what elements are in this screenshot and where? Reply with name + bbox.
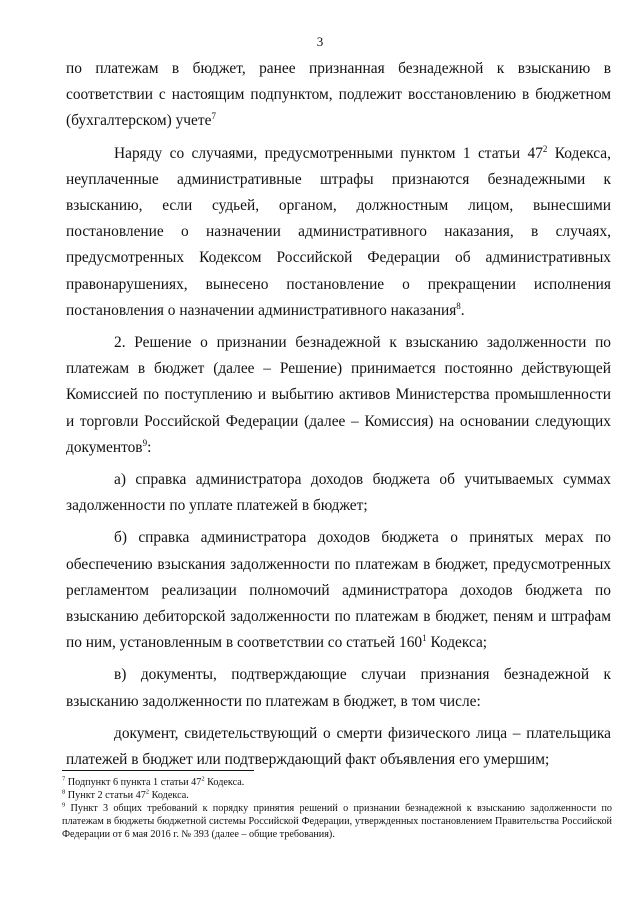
- footnote-7: [62, 776, 612, 789]
- footnote-ref-8: 8: [456, 300, 461, 311]
- footnote-ref-7: 7: [211, 111, 216, 122]
- footnote-text: Кодекса.: [149, 790, 189, 801]
- document-body: [66, 56, 611, 779]
- footnote-8: [62, 789, 612, 802]
- paragraph-text: по платежам в бюджет, ранее признанная безнадежной к взысканию в соответствии с настоящим подпунктом, подлежит восстановлению в бюджетном (бухгалтерском) учете: [66, 60, 611, 130]
- paragraph-text: 2. Решение о признании безнадежной к взысканию задолженности по платежам в бюджет (далее – Решение) принимается постоянно действующей Комиссией по поступлению и выбытию активов Министерства промышленности и торговли Российской Федерации (далее – Комиссия) на основании следующих документов: [66, 334, 611, 456]
- superscript-index: 2: [542, 143, 548, 154]
- paragraph-item-2: [66, 330, 611, 461]
- footnote-number: 8: [62, 788, 66, 796]
- paragraph-text: Наряду со случаями, предусмотренными пунктом 1 статьи 47: [114, 144, 543, 162]
- paragraph-death-document: [66, 721, 611, 773]
- footnote-9: [62, 802, 612, 841]
- paragraph-continuation: [66, 56, 611, 135]
- paragraph-administrative-fines: [66, 141, 611, 324]
- page-number: 3: [316, 34, 324, 49]
- superscript-index: 1: [422, 633, 427, 644]
- footnote-number: 9: [62, 801, 66, 809]
- paragraph-text: документ, свидетельствующий о смерти физического лица – плательщика платежей в бюджет или подтверждающий факт объявления его умершим;: [66, 724, 611, 769]
- paragraph-subitem-b: [66, 525, 611, 656]
- paragraph-subitem-a: [66, 467, 611, 519]
- footnote-text: Пункт 2 статьи 47: [65, 790, 146, 801]
- footnote-text: Кодекса.: [204, 777, 245, 788]
- paragraph-punctuation: :: [147, 438, 152, 456]
- footnote-text: Подпункт 6 пункта 1 статьи 47: [65, 777, 202, 788]
- footnotes: [62, 776, 612, 841]
- paragraph-text: Кодекса;: [426, 634, 488, 652]
- paragraph-text: б) справка администратора доходов бюджета о принятых мерах по обеспечению взыскания задолженности по платежам в бюджет, предусмотренных регламентом реализации полномочий администратора доходов бюджета по взысканию дебиторской задолженности по платежам в бюджет, пеням и штрафам по ним, установленным в соответствии со статьей 160: [66, 529, 611, 652]
- paragraph-punctuation: .: [460, 301, 465, 319]
- footnote-separator: [62, 770, 254, 771]
- footnote-number: 7: [62, 775, 66, 783]
- superscript-index: 2: [145, 788, 150, 796]
- footnote-text: Пункт 3 общих требований к порядку принятия решений о признании безнадежной к взысканию задолженности по платежам в бюджеты бюджетной системы Российской Федерации, утвержденных постановлением Правительства Российской Федерации от 6 мая 2016 г. № 393 (далее – общие требования).: [62, 803, 612, 840]
- paragraph-text: а) справка администратора доходов бюджета об учитываемых суммах задолженности по уплате платежей в бюджет;: [66, 471, 611, 515]
- paragraph-text: Кодекса, неуплаченные административные штрафы признаются безнадежными к взысканию, если судьей, органом, должностным лицом, вынесшими постановление о назначении административного наказания, в случаях, предусмотренных Кодексом Российской Федерации об административных правонарушениях, вынесено постановление о прекращении исполнения постановления о назначении административного наказания: [66, 144, 611, 319]
- footnote-ref-9: 9: [142, 437, 148, 448]
- paragraph-subitem-c: [66, 662, 611, 714]
- superscript-index: 2: [201, 775, 205, 783]
- paragraph-text: в) документы, подтверждающие случаи признания безнадежной к взысканию задолженности по платежам в бюджет, в том числе:: [66, 666, 611, 710]
